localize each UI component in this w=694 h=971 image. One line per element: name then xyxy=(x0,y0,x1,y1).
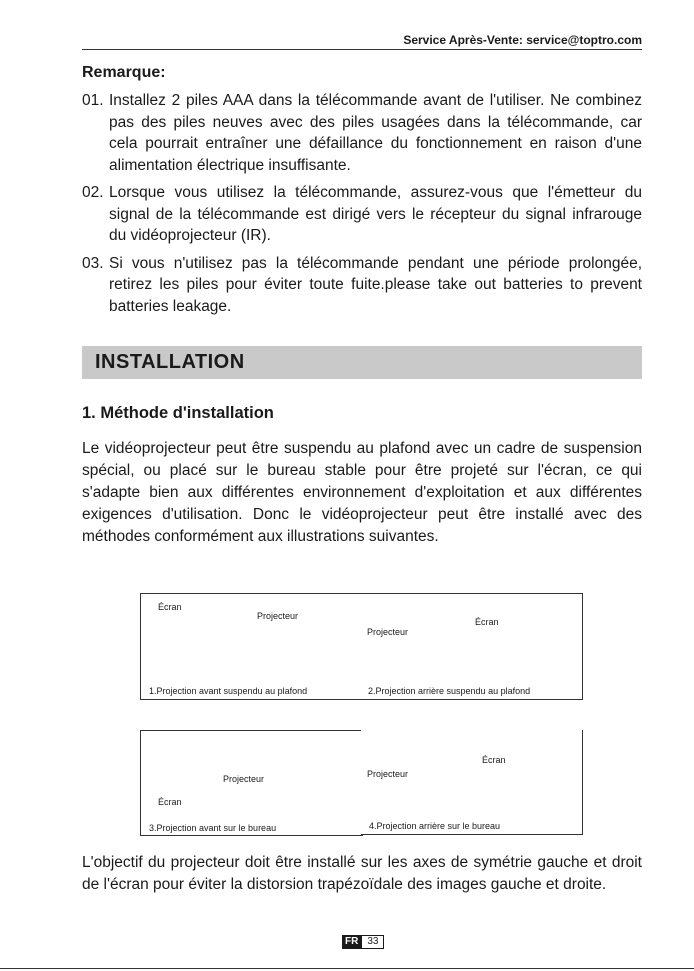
projector-label: Projecteur xyxy=(367,769,409,779)
remark-item-1 xyxy=(82,90,642,176)
page-number: 33 xyxy=(361,935,384,949)
projector-label: Projecteur xyxy=(367,627,409,637)
remark-text: Installez 2 piles AAA dans la télécommande avant de l'utiliser. Ne combinez pas des piles neuves avec des piles usagées dans la télécommande, car cela pourrait entraîner une défaillance du fonctionnement en raison d'une alimentation électrique insuffisante. xyxy=(109,92,642,174)
outro-paragraph: L'objectif du projecteur doit être installé sur les axes de symétrie gauche et droit de l'écran pour éviter la distorsion trapézoïdale des images gauche et droite. xyxy=(82,854,642,893)
subsection-title: 1. Méthode d'installation xyxy=(82,404,274,422)
diagram-front-desk xyxy=(140,730,363,836)
diagram-front-ceiling xyxy=(140,593,363,700)
remark-number: 02. xyxy=(82,184,104,201)
diagram-caption: 1.Projection avant suspendu au plafond xyxy=(149,686,308,696)
remark-item-2 xyxy=(82,182,642,247)
remark-number: 01. xyxy=(82,92,104,109)
diagram-rear-desk xyxy=(361,730,583,835)
section-header-bar xyxy=(82,346,642,379)
remark-number: 03. xyxy=(82,254,104,272)
diagram-rear-ceiling xyxy=(361,593,583,700)
section-title: INSTALLATION xyxy=(95,351,245,373)
diagram-caption: 2.Projection arrière suspendu au plafond xyxy=(368,686,531,696)
screen-label: Écran xyxy=(158,797,182,807)
screen-label: Écran xyxy=(475,617,499,627)
language-tag: FR xyxy=(342,935,361,949)
screen-label: Écran xyxy=(482,755,506,765)
diagram-caption: 3.Projection avant sur le bureau xyxy=(149,823,277,833)
header-service-contact: Service Après-Vente: service@toptro.com xyxy=(82,33,642,50)
remark-item-3 xyxy=(82,253,642,318)
projector-label: Projecteur xyxy=(257,611,299,621)
remark-title: Remarque: xyxy=(82,64,166,81)
page-number-badge xyxy=(342,935,384,949)
footer-divider xyxy=(0,968,694,969)
remark-text: Lorsque vous utilisez la télécommande, assurez-vous que l'émetteur du signal de la télécommande est dirigé vers le récepteur du signal infrarouge du vidéoprojecteur (IR). xyxy=(109,184,642,244)
diagram-border xyxy=(582,730,583,834)
remarks-list xyxy=(82,90,642,323)
remark-text: Si vous n'utilisez pas la télécommande pendant une période prolongée, retirez les piles pour éviter toute fuite.please take out batteries to prevent batteries leakage. xyxy=(109,254,642,315)
screen-label: Écran xyxy=(158,602,182,612)
diagram-caption: 4.Projection arrière sur le bureau xyxy=(369,821,501,831)
intro-paragraph: Le vidéoprojecteur peut être suspendu au plafond avec un cadre de suspension spécial, ou placé sur le bureau stable pour être projeté sur l'écran, ce qui s'adapte bien aux différentes environnement d'exploitation et aux différentes exigences d'utilisation. Donc le vidéoprojecteur peut être installé avec des méthodes conformément aux illustrations suivantes. xyxy=(82,440,642,545)
projector-label: Projecteur xyxy=(223,774,265,784)
